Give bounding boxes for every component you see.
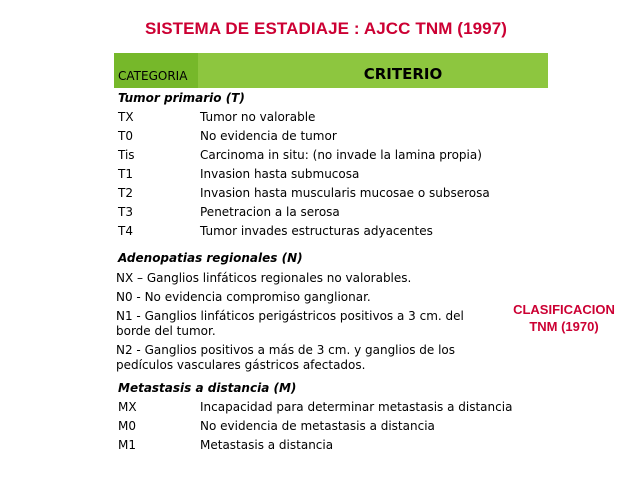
tumor-desc: No evidencia de tumor <box>200 129 337 143</box>
nodes-n2: N2 - Ganglios positivos a más de 3 cm. y ganglios de los pedículos vasculares gástricos afectados. <box>116 343 455 372</box>
tumor-desc: Carcinoma in situ: (no invade la lamina propia) <box>200 148 482 162</box>
meta-code: M0 <box>118 419 136 433</box>
tumor-code: T4 <box>118 224 133 238</box>
tumor-desc: Invasion hasta muscularis mucosae o subserosa <box>200 186 490 200</box>
tumor-code: T2 <box>118 186 133 200</box>
meta-desc: Metastasis a distancia <box>200 438 334 452</box>
tumor-code: T0 <box>118 129 133 143</box>
tumor-desc: Penetracion a la serosa <box>200 205 340 219</box>
meta-desc: No evidencia de metastasis a distancia <box>200 419 435 433</box>
header-criterio: CRITERIO <box>363 65 443 83</box>
tumor-heading: Tumor primario (T) <box>118 91 245 105</box>
page-title: SISTEMA DE ESTADIAJE : AJCC TNM (1997) <box>144 19 508 38</box>
meta-desc: Incapacidad para determinar metastasis a distancia <box>200 400 513 414</box>
nodes-nx: NX – Ganglios linfáticos regionales no valorables. <box>116 271 412 285</box>
tumor-code: TX <box>118 110 134 124</box>
tumor-desc: Tumor no valorable <box>200 110 316 124</box>
meta-code: M1 <box>118 438 136 452</box>
classification-note-line1: CLASIFICACION <box>513 302 615 317</box>
nodes-heading: Adenopatias regionales (N) <box>118 251 303 265</box>
classification-note <box>496 301 632 335</box>
tumor-code: Tis <box>118 148 135 162</box>
classification-note-line2: TNM (1970) <box>529 319 599 334</box>
meta-code: MX <box>118 400 137 414</box>
tumor-desc: Invasion hasta submucosa <box>200 167 360 181</box>
tumor-code: T1 <box>118 167 133 181</box>
nodes-n0: N0 - No evidencia compromiso ganglionar. <box>116 290 371 304</box>
header-categoria: CATEGORIA <box>118 69 188 83</box>
tumor-desc: Tumor invades estructuras adyacentes <box>200 224 433 238</box>
tumor-code: T3 <box>118 205 133 219</box>
meta-heading: Metastasis a distancia (M) <box>118 381 297 395</box>
nodes-n1: N1 - Ganglios linfáticos perigástricos positivos a 3 cm. del borde del tumor. <box>116 309 464 338</box>
